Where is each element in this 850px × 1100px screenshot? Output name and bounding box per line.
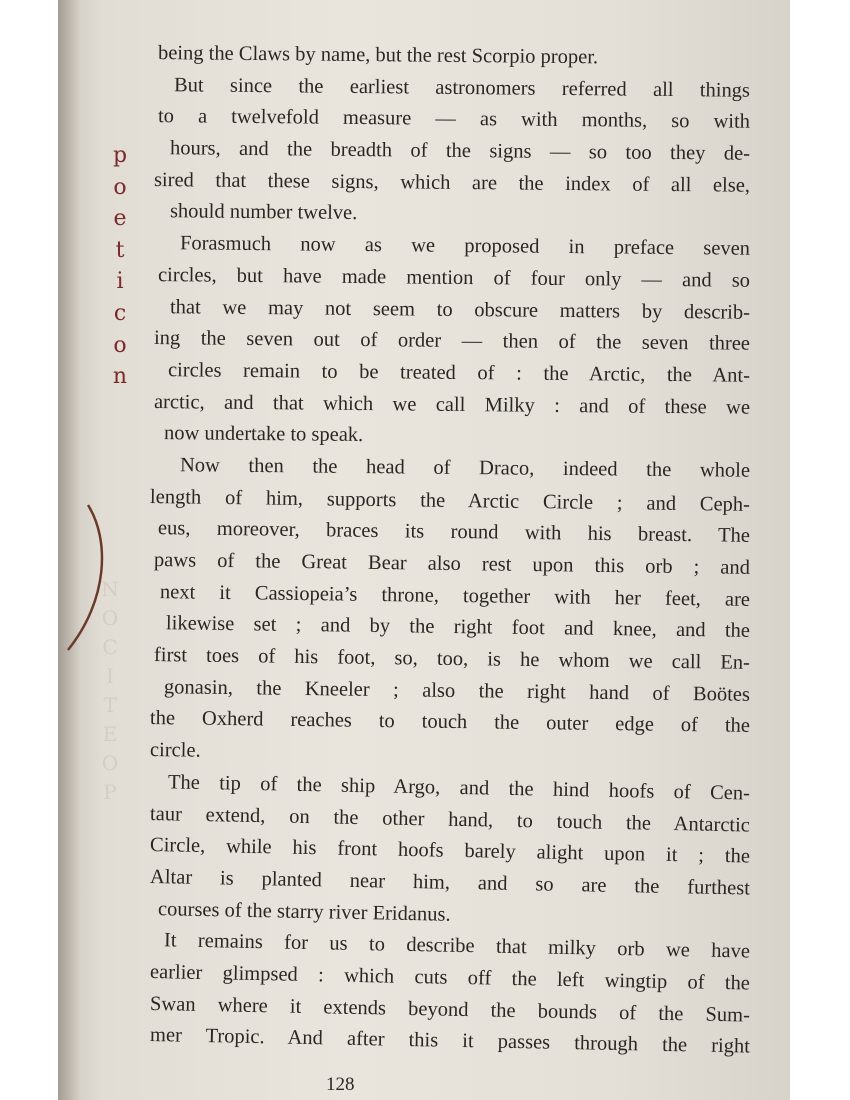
book-page-photo <box>58 0 790 1100</box>
margin-title-letter: c <box>113 300 127 326</box>
margin-title-letter: e <box>113 206 127 232</box>
text-line: that we may not seem to obscure matters by describ- <box>169 295 751 324</box>
margin-title-letter: i <box>116 269 124 295</box>
text-line: Forasmuch now as we proposed in preface seven <box>179 232 751 260</box>
text-line: Circle, while his front hoofs barely alight upon it ; the <box>149 834 751 868</box>
margin-title-letter: n <box>112 364 128 390</box>
text-line: circle. <box>149 739 201 762</box>
text-line: circles, but have made mention of four only — and so <box>157 263 751 292</box>
text-line: to a twelvefold measure — as with months, so with <box>157 105 751 134</box>
text-line: gonasin, the Kneeler ; also the right hand of Boötes <box>163 675 751 706</box>
margin-title <box>100 140 140 393</box>
text-line: mer Tropic. And after this it passes through the right <box>149 1024 751 1058</box>
page-number: 128 <box>326 1074 355 1095</box>
text-line: first toes of his foot, so, too, is he whom we call En- <box>153 644 751 674</box>
show-through-text: N O C I T E O P <box>101 577 119 804</box>
text-line: length of him, supports the Arctic Circle ; and Ceph- <box>149 485 751 516</box>
text-line: should number twelve. <box>169 200 358 225</box>
text-line: now undertake to speak. <box>163 422 364 447</box>
margin-title-letter: p <box>112 143 128 168</box>
text-line: likewise set ; and by the right foot and knee, and the <box>165 612 751 643</box>
text-line: Swan where it extends beyond the bounds of the Sum- <box>149 992 751 1027</box>
text-line: Now then the head of Draco, indeed the whole <box>179 454 751 482</box>
text-line: Altar is planted near him, and so are the furthest <box>149 865 751 900</box>
text-line: eus, moreover, braces its round with his breast. The <box>157 517 751 548</box>
page-body-text <box>149 38 751 1058</box>
margin-title-letter: o <box>113 332 127 358</box>
text-line: next it Cassiopeia’s throne, together with her feet, are <box>159 580 751 611</box>
text-line: But since the earliest astronomers referred all things <box>173 73 751 102</box>
text-line: It remains for us to describe that milky orb we have <box>163 929 751 963</box>
text-line: taur extend, on the other hand, to touch the Antarctic <box>149 802 751 837</box>
text-line: arctic, and that which we call Milky : and of these we <box>153 390 751 419</box>
text-line: paws of the Great Bear also rest upon this orb ; and <box>153 549 751 579</box>
text-line: being the Claws by name, but the rest Scorpio proper. <box>157 42 599 69</box>
text-line: sired that these signs, which are the index of all else, <box>153 168 751 197</box>
text-line: the Oxherd reaches to touch the outer edge of the <box>149 707 751 738</box>
margin-title-letter: t <box>115 237 125 263</box>
text-line: circles remain to be treated of : the Arctic, the Ant- <box>167 359 751 387</box>
text-line: earlier glimpsed : which cuts off the left wingtip of the <box>149 960 751 995</box>
margin-title-letter: o <box>113 174 127 200</box>
text-line: hours, and the breadth of the signs — so too they de- <box>169 137 751 165</box>
text-line: courses of the starry river Eridanus. <box>157 897 451 926</box>
text-line: The tip of the ship Argo, and the hind hoofs of Cen- <box>167 771 751 805</box>
text-line: ing the seven out of order — then of the seven three <box>153 327 751 355</box>
